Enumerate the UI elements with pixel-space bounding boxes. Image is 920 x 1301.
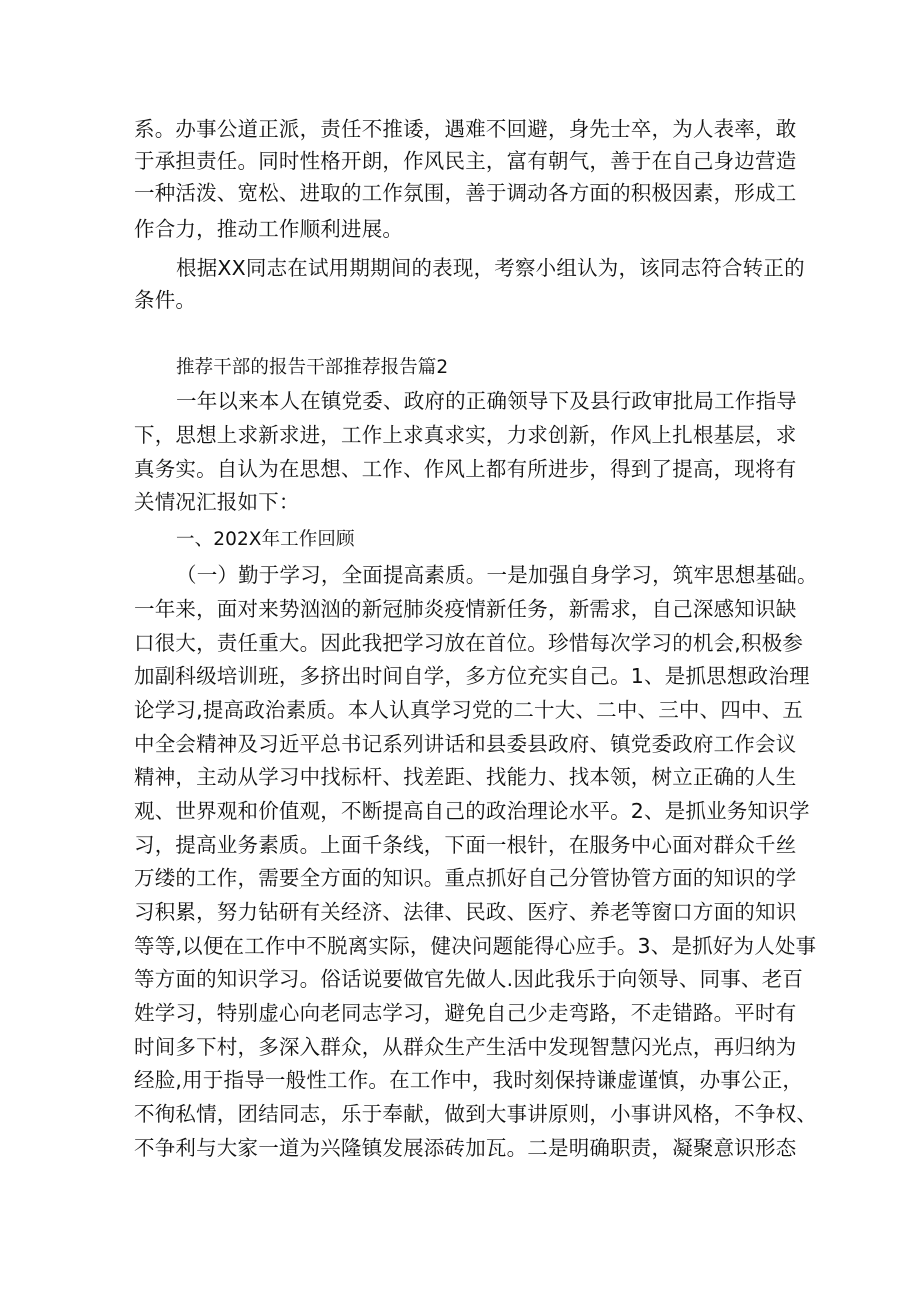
para4-line-4: 加副科级培训班，多挤出时间自学，多方位充实自己。1、是抓思想政治理 — [134, 664, 810, 688]
para4-line-9: 习，提高业务素质。上面千条线，下面一根针，在服务中心面对群众千丝 — [134, 833, 797, 857]
para1-line-3: 一种活泼、宽松、进取的工作氛围，善于调动各方面的积极因素，形成工 — [134, 181, 797, 205]
para1-line-1: 系。办事公道正派，责任不推诿，遇难不回避，身先士卒，为人表率，敢 — [134, 117, 797, 141]
para4-line-12: 等等,以便在工作中不脱离实际，健决问题能得心应手。3、是抓好为人处事 — [134, 934, 817, 958]
para4-line-3: 口很大，责任重大。因此我把学习放在首位。珍惜每次学习的机会,积极参 — [134, 631, 804, 655]
para4-line-11: 习积累，努力钻研有关经济、法律、民政、医疗、养老等窗口方面的知识 — [134, 900, 797, 924]
para4-line-8: 观、世界观和价值观，不断提高自己的政治理论水平。2、是抓业务知识学 — [134, 799, 810, 823]
para1-line-2: 于承担责任。同时性格开朗，作风民主，富有朝气，善于在自己身边营造 — [134, 149, 797, 173]
para1-line-4: 作合力，推动工作顺利进展。 — [134, 217, 404, 241]
section-heading: 推荐干部的报告干部推荐报告篇2 — [176, 357, 449, 378]
para4-line-6: 中全会精神及习近平总书记系列讲话和县委县政府、镇党委政府工作会议 — [134, 732, 797, 756]
para4-line-15: 时间多下村，多深入群众，从群众生产生活中发现智慧闪光点，再归纳为 — [134, 1035, 797, 1059]
para3-line-1: 一年以来本人在镇党委、政府的正确领导下及县行政审批局工作指导 — [176, 389, 797, 413]
para4-line-7: 精神，主动从学习中找标杆、找差距、找能力、找本领，树立正确的人生 — [134, 765, 797, 789]
para2-line-2: 条件。 — [134, 288, 197, 312]
para3-line-2: 下，思想上求新求进，工作上求真求实，力求创新，作风上扎根基层，求 — [134, 423, 797, 447]
para3-line-4: 关情况汇报如下： — [134, 490, 300, 514]
para4-line-16: 经脸,用于指导一般性工作。在工作中，我时刻保持谦虚谨慎，办事公正， — [134, 1068, 804, 1092]
section1-title: 一、202X年工作回顾 — [176, 529, 355, 550]
para4-line-18: 不争利与大家一道为兴隆镇发展添砖加瓦。二是明确职责，凝聚意识形态 — [134, 1136, 797, 1160]
para4-line-2: 一年来，面对来势汹汹的新冠肺炎疫情新任务，新需求，自己深感知识缺 — [134, 597, 797, 621]
para4-line-14: 姓学习，特别虚心向老同志学习，避免自己少走弯路，不走错路。平时有 — [134, 1001, 797, 1025]
para4-line-17: 不徇私情，团结同志，乐于奉献，做到大事讲原则，小事讲风格，不争权、 — [134, 1102, 818, 1126]
para4-line-10: 万缕的工作，需要全方面的知识。重点抓好自己分管协管方面的知识的学 — [134, 866, 797, 890]
para3-line-3: 真务实。自认为在思想、工作、作风上都有所进步，得到了提高，现将有 — [134, 457, 797, 481]
para4-line-5: 论学习,提高政治素质。本人认真学习党的二十大、二中、三中、四中、五 — [134, 698, 804, 722]
para4-line-1: （一）勤于学习，全面提高素质。一是加强自身学习，筑牢思想基础。 — [176, 563, 818, 587]
para4-line-13: 等方面的知识学习。俗话说要做官先做人.因此我乐于向领导、同事、老百 — [134, 967, 804, 991]
para2-line-1: 根据XX同志在试用期期间的表现，考察小组认为，该同志符合转正的 — [176, 256, 805, 280]
